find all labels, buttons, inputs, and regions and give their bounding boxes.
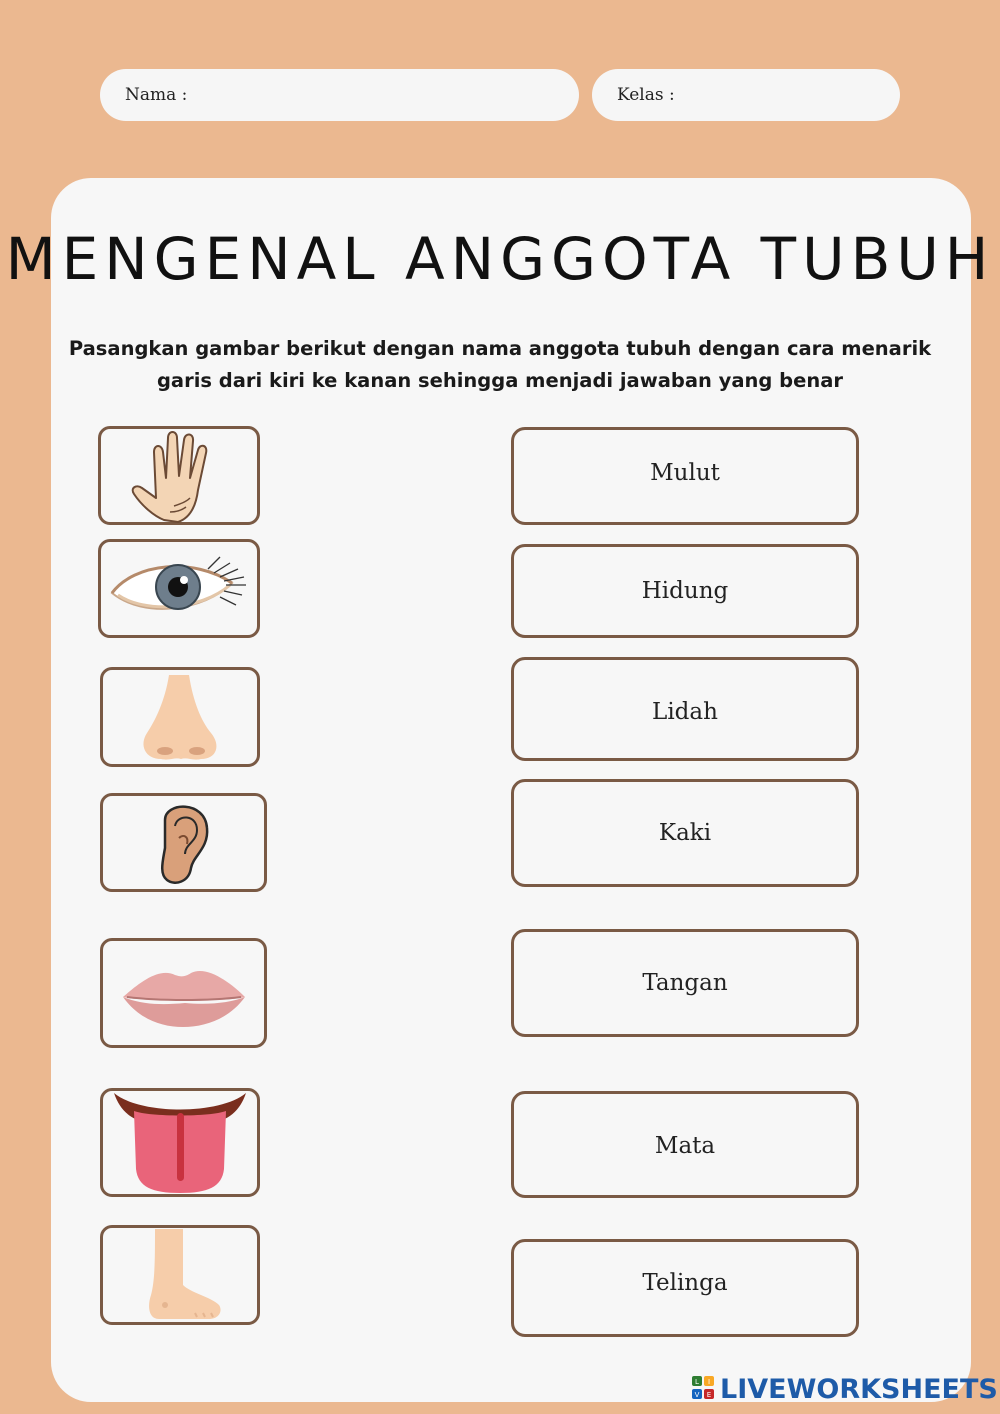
name-label: Nama :	[125, 85, 188, 105]
page-title: MENGENAL ANGGOTA TUBUH	[5, 225, 995, 293]
picture-box-hand[interactable]	[98, 426, 260, 525]
svg-text:I: I	[707, 1378, 711, 1386]
eye-icon	[104, 549, 254, 629]
class-field[interactable]	[592, 69, 900, 121]
word-box[interactable]	[511, 544, 859, 638]
picture-box-tongue[interactable]	[100, 1088, 260, 1197]
hand-icon	[124, 428, 234, 524]
word-label: Mulut	[650, 460, 720, 486]
lips-icon	[119, 953, 249, 1033]
word-box[interactable]	[511, 657, 859, 761]
class-label: Kelas :	[617, 85, 675, 105]
picture-box-foot[interactable]	[100, 1225, 260, 1325]
word-box[interactable]	[511, 1239, 859, 1337]
name-field[interactable]	[100, 69, 579, 121]
instruction-line: Pasangkan gambar berikut dengan nama anggota tubuh dengan cara menarik	[68, 337, 932, 360]
liveworksheets-brand	[692, 1374, 998, 1404]
tongue-icon	[110, 1091, 250, 1195]
word-box[interactable]	[511, 1091, 859, 1198]
nose-icon	[135, 671, 225, 763]
word-label: Lidah	[652, 699, 718, 725]
liveworksheets-logo-icon	[692, 1376, 716, 1402]
svg-text:L: L	[695, 1378, 699, 1386]
word-label: Kaki	[658, 820, 712, 846]
instructions	[60, 333, 940, 397]
word-label: Mata	[654, 1133, 716, 1159]
svg-text:E: E	[706, 1391, 712, 1399]
svg-text:V: V	[694, 1391, 700, 1399]
picture-box-ear[interactable]	[100, 793, 267, 892]
word-box[interactable]	[511, 427, 859, 525]
picture-box-eye[interactable]	[98, 539, 260, 638]
instruction-line: garis dari kiri ke kanan sehingga menjadi jawaban yang benar	[156, 369, 844, 392]
picture-box-lips[interactable]	[100, 938, 267, 1048]
word-label: Hidung	[641, 578, 729, 604]
word-box[interactable]	[511, 929, 859, 1037]
ear-icon	[149, 798, 219, 888]
picture-box-nose[interactable]	[100, 667, 260, 767]
word-label: Telinga	[642, 1270, 728, 1296]
word-box[interactable]	[511, 779, 859, 887]
foot-icon	[135, 1227, 225, 1323]
word-label: Tangan	[642, 970, 728, 996]
brand-name: LIVEWORKSHEETS	[720, 1373, 998, 1405]
